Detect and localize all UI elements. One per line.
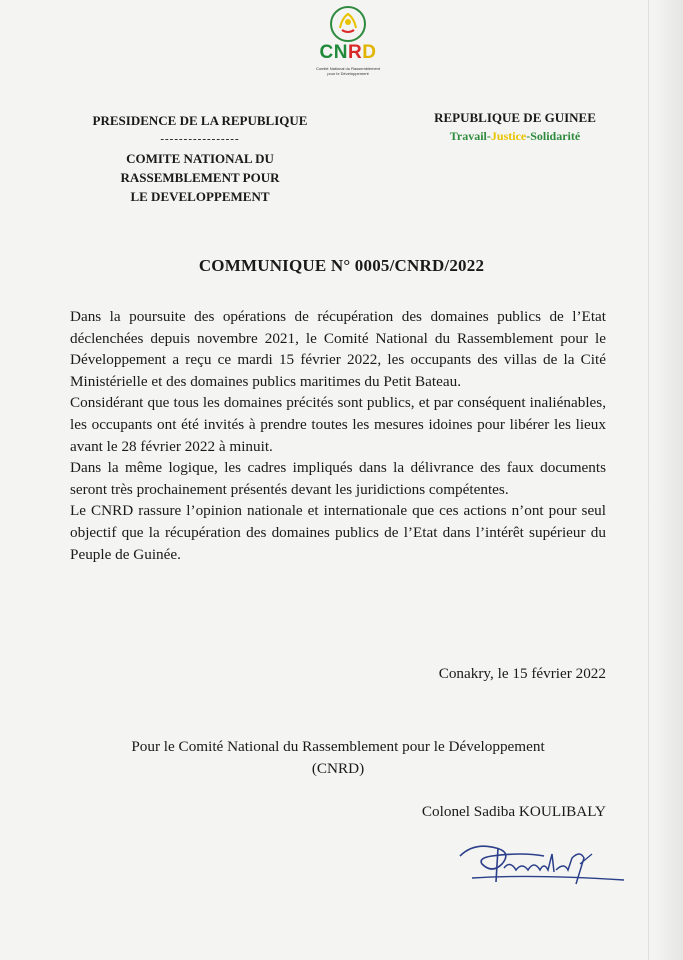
communique-body [70, 306, 606, 565]
header-divider: ----------------- [160, 133, 240, 145]
paragraph-2: Considérant que tous les domaines précités sont publics, et par conséquent inaliénables, les occupants ont été invités à prendre toutes les mesures idoines pour libérer les lieux avant le 28 février 2022 à minuit. [70, 394, 606, 455]
republic-line: REPUBLIQUE DE GUINEE [434, 110, 596, 125]
logo-subtitle: Comité National du Rassemblement pour le Développement [315, 66, 381, 76]
paragraph-3: Dans la même logique, les cadres impliqués dans la délivrance des faux documents seront très prochainement présentés devant les juridictions compétentes. [70, 459, 606, 498]
committee-line-1: COMITE NATIONAL DU [126, 151, 274, 166]
communique-title: COMMUNIQUE N° 0005/CNRD/2022 [198, 256, 485, 275]
header-right [410, 108, 620, 146]
paragraph-1: Dans la poursuite des opérations de récupération des domaines publics de l’Etat déclenchées depuis novembre 2021, le Comité National du Rassemblement pour le Développement a reçu ce mardi 15 février 2022, les occupants des villas de la Cité Ministérielle et des domaines publics maritimes du Petit Bateau. [70, 308, 606, 390]
committee-line-2: RASSEMBLEMENT POUR [120, 170, 280, 185]
page-edge-shadow [653, 0, 683, 960]
on-behalf-line-2: (CNRD) [311, 760, 365, 777]
place-date: Conakry, le 15 février 2022 [438, 665, 606, 682]
on-behalf-of [70, 736, 606, 780]
presidence-line: PRESIDENCE DE LA REPUBLIQUE [92, 113, 308, 128]
handwritten-signature [452, 834, 632, 894]
cnrd-logo [312, 4, 384, 82]
logo-wordmark: CNRD [319, 42, 377, 63]
header-left [60, 111, 340, 206]
paragraph-4: Le CNRD rassure l’opinion nationale et internationale que ces actions n’ont pour seul objectif que la récupération des domaines publics de l’Etat dans l’intérêt supérieur du Peuple de Guinée. [70, 502, 606, 563]
on-behalf-line-1: Pour le Comité National du Rassemblement pour le Développement [131, 738, 545, 755]
national-motto: Travail-Justice-Solidarité [449, 129, 581, 143]
page-fold-line [648, 0, 649, 960]
signer-name: Colonel Sadiba KOULIBALY [421, 803, 606, 820]
emblem-icon [328, 4, 368, 44]
committee-line-3: LE DEVELOPPEMENT [130, 189, 270, 204]
